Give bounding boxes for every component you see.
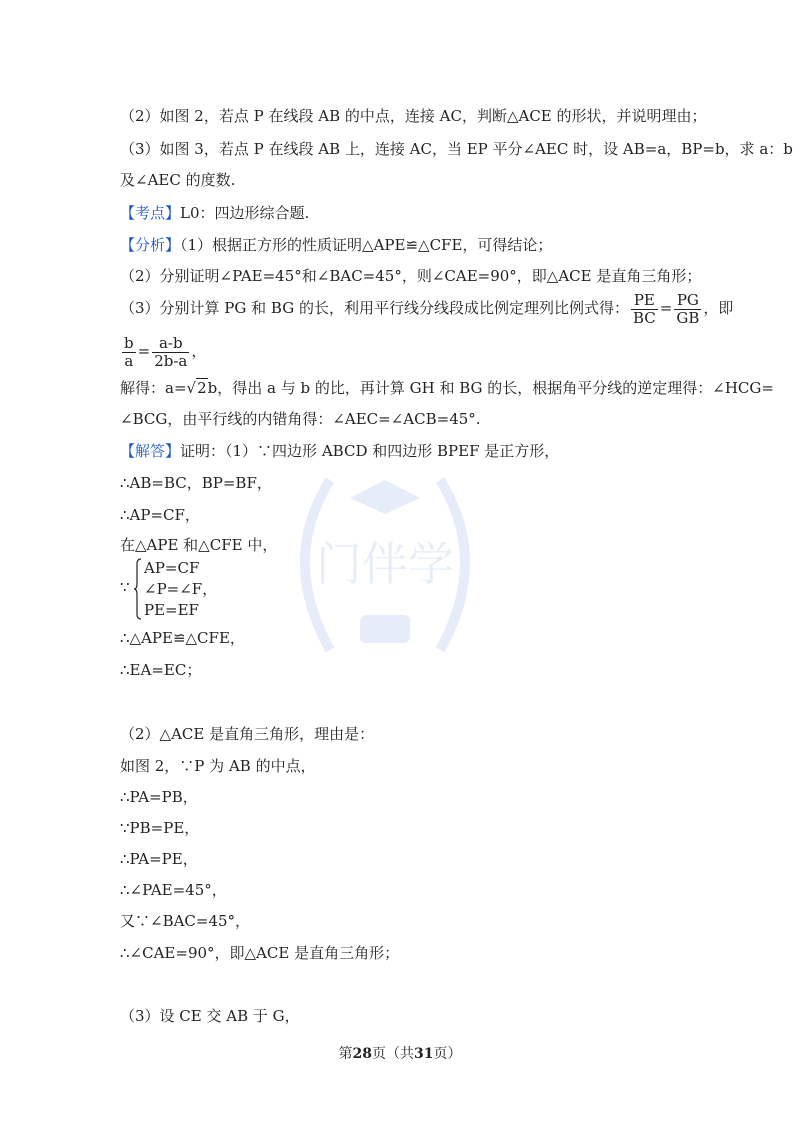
proof-step-5: ∴EA=EC；: [120, 661, 202, 679]
fraction-ab-2ba: $\frac{a-b}{2b-a}$: [154, 333, 188, 370]
fenxi-line: [120, 235, 552, 255]
fenxi-text: （1）根据正方形的性质证明△APE≌△CFE，可得结论；: [180, 236, 553, 254]
because-symbol: ∵: [120, 578, 130, 596]
fenxi-step-3: （3）分别计算 PG 和 BG 的长，利用平行线分线段成比例定理列比例式得： $\frac{PE}{BC}$ = $\frac{PG}{GB}$ ，即: [120, 290, 734, 327]
kaodian-tag: 【考点】: [120, 204, 181, 222]
proof-step-1: ∴AB=BC，BP=BF，: [120, 474, 272, 492]
question-2: （2）如图 2，若点 P 在线段 AB 的中点，连接 AC，判断△ACE 的形状，并说明理由；: [120, 107, 707, 125]
proof-step-4: ∴△APE≌△CFE，: [120, 629, 245, 647]
page-footer: 第28页（共31页）: [338, 1046, 462, 1062]
fenxi-step-2: （2）分别证明∠PAE=45°和∠BAC=45°，则∠CAE=90°，即△ACE 是直角三角形；: [120, 267, 702, 285]
part2-line-5: ∴PA=PE，: [120, 850, 198, 868]
fraction-pe-bc: $\frac{PE}{BC}$: [632, 290, 656, 327]
condition-angle-p-f: ∠P=∠F，: [144, 580, 218, 598]
part2-line-3: ∴PA=PB，: [120, 788, 198, 806]
part2-line-2: 如图 2，∵P 为 AB 的中点，: [120, 757, 316, 775]
jieda-tag: 【解答】: [120, 442, 181, 460]
part2-line-8: ∴∠CAE=90°，即△ACE 是直角三角形；: [120, 944, 400, 962]
kaodian-text: L0：四边形综合题.: [180, 204, 310, 222]
watermark-laurel-icon: [270, 440, 500, 690]
watermark-text: 门伴学: [316, 537, 454, 591]
jieda-text: 证明：（1）∵四边形 ABCD 和四边形 BPEF 是正方形，: [180, 442, 560, 460]
part2-line-6: ∴∠PAE=45°，: [120, 881, 227, 899]
kaodian-line: [120, 203, 309, 223]
jiede-line-2: ∠BCG，由平行线的内错角得：∠AEC=∠ACB=45°.: [120, 410, 481, 428]
fenxi-tag: 【分析】: [120, 236, 181, 254]
question-3-line2: 及∠AEC 的度数.: [120, 171, 236, 189]
part3-line-1: （3）设 CE 交 AB 于 G，: [120, 1007, 300, 1025]
left-brace-icon: [134, 558, 142, 620]
proof-step-2: ∴AP=CF，: [120, 506, 200, 524]
fraction-pg-gb: $\frac{PG}{GB}$: [676, 290, 700, 327]
condition-pe-ef: PE=EF: [144, 601, 199, 619]
jiede-line: 解得：a=√2b，得出 a 与 b 的比，再计算 GH 和 BG 的长，根据角平分线的逆定理得：∠HCG=: [120, 379, 774, 397]
total-pages: 31: [414, 1046, 434, 1062]
fenxi-proportion: $\frac{b}{a}$ = $\frac{a-b}{2b-a}$ ，: [124, 333, 207, 370]
proof-step-3: 在△APE 和△CFE 中，: [120, 536, 278, 554]
fenxi-step-3-text: （3）分别计算 PG 和 BG 的长，利用平行线分线段成比例定理列比例式得：: [120, 299, 629, 317]
jieda-line: [120, 441, 559, 461]
part2-line-1: （2）△ACE 是直角三角形，理由是：: [120, 725, 375, 743]
part2-line-7: 又∵∠BAC=45°，: [120, 912, 251, 930]
question-3-line1: （3）如图 3，若点 P 在线段 AB 上，连接 AC，当 EP 平分∠AEC 时，设 AB=a，BP=b，求 a：b: [120, 140, 793, 158]
condition-ap-cf: AP=CF: [144, 559, 200, 577]
fraction-b-a: $\frac{b}{a}$: [124, 333, 134, 370]
part2-line-4: ∵PB=PE，: [120, 819, 200, 837]
sqrt-2: √2: [186, 379, 207, 397]
page-number: 28: [352, 1046, 372, 1062]
